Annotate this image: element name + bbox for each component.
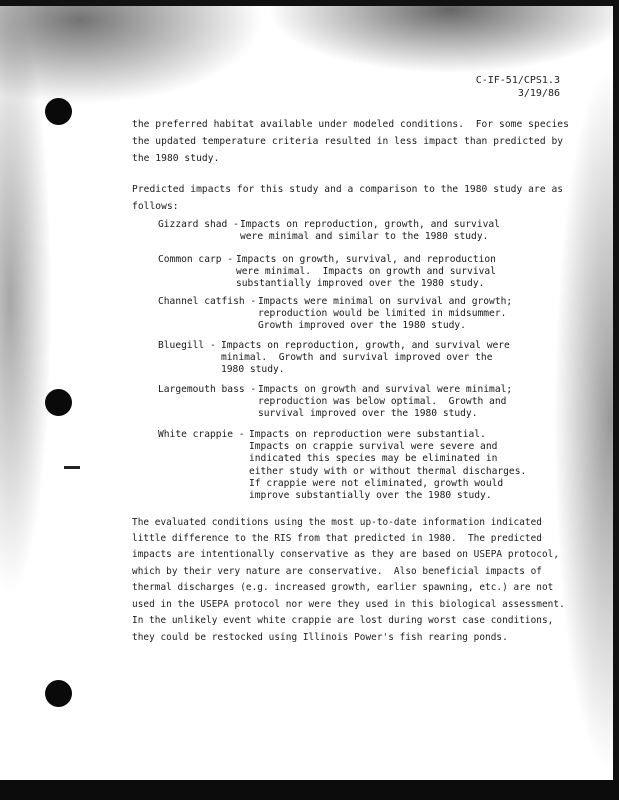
species-largemouth-bass-desc: Impacts on growth and survival were minimal; reproduction was below optimal. Growth and survival improved over the 1980 study.: [258, 384, 513, 420]
species-bluegill: Bluegill -: [158, 340, 216, 351]
scan-edge-bottom: [0, 780, 619, 800]
predicted-intro-line: Predicted impacts for this study and a comparison to the 1980 study are as: [132, 184, 564, 195]
predicted-intro-line: follows:: [132, 201, 179, 212]
punch-hole-middle: [45, 389, 72, 416]
species-common-carp-desc: Impacts on growth, survival, and reproduction were minimal. Impacts on growth and survival substantially improved over the 1980 study.: [236, 254, 496, 290]
margin-mark: [64, 466, 80, 469]
intro-line: the preferred habitat available under modeled conditions. For some species: [132, 119, 569, 130]
species-common-carp: Common carp -: [158, 254, 234, 265]
conclusion-line: little difference to the RIS from that predicted in 1980. The predicted: [132, 533, 542, 544]
conclusion-line: impacts are intentionally conservative as they are based on USEPA protocol,: [132, 549, 560, 560]
document-header: [470, 74, 560, 100]
species-channel-catfish-desc: Impacts were minimal on survival and growth; reproduction would be limited in midsummer. Growth improved over the 1980 study.: [258, 296, 513, 332]
species-largemouth-bass: Largemouth bass -: [158, 384, 257, 395]
conclusion-line: The evaluated conditions using the most up-to-date information indicated: [132, 517, 542, 528]
punch-hole-bottom: [45, 680, 72, 707]
species-bluegill-desc: Impacts on reproduction, growth, and survival were minimal. Growth and survival improved over the 1980 study.: [221, 340, 510, 376]
punch-hole-top: [45, 98, 72, 125]
scan-edge-right: [613, 0, 619, 800]
intro-line: the 1980 study.: [132, 153, 220, 164]
conclusion-line: thermal discharges (e.g. increased growth, earlier spawning, etc.) are not: [132, 582, 554, 593]
species-channel-catfish: Channel catfish -: [158, 296, 257, 307]
conclusion-line: which by their very nature are conservative. Also beneficial impacts of: [132, 566, 542, 577]
species-white-crappie: White crappie -: [158, 429, 245, 440]
species-gizzard-shad: Gizzard shad -: [158, 219, 239, 230]
species-white-crappie-desc: Impacts on reproduction were substantial. Impacts on crappie survival were severe and indicated this species may be eliminated in either study with or without thermal discharges. If crappie were not eliminated, growth would improve substantially over the 1980 study.: [249, 429, 527, 502]
scan-edge-top: [0, 0, 619, 6]
conclusion-line: used in the USEPA protocol nor were they used in this biological assessment.: [132, 599, 565, 610]
species-gizzard-shad-desc: Impacts on reproduction, growth, and survival were minimal and similar to the 1980 study.: [240, 219, 500, 243]
doc-id: C-IF-51/CPS1.3: [475, 75, 560, 86]
intro-line: the updated temperature criteria resulted in less impact than predicted by: [132, 136, 564, 147]
conclusion-line: In the unlikely event white crappie are lost during worst case conditions,: [132, 615, 554, 626]
doc-date: 3/19/86: [517, 88, 560, 99]
conclusion-line: they could be restocked using Illinois Power's fish rearing ponds.: [132, 632, 508, 643]
